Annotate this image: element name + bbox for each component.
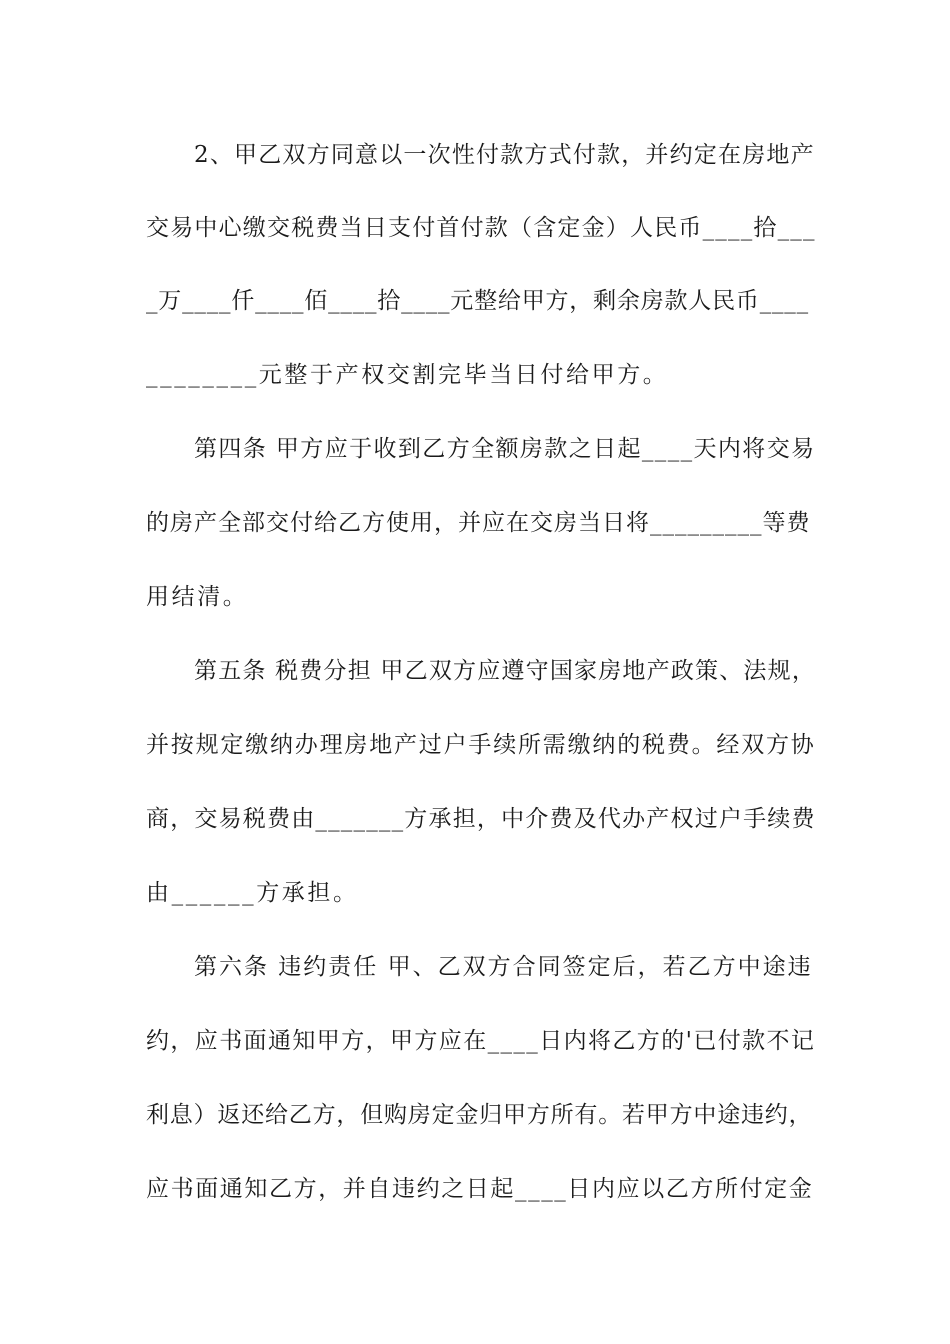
paragraph-line: 应书面通知乙方，并自违约之日起____日内应以乙方所付定金 — [146, 1176, 814, 1202]
paragraph-line: 并按规定缴纳办理房地产过户手续所需缴纳的税费。经双方协 — [146, 732, 816, 758]
paragraph-line: 利息）返还给乙方，但购房定金归甲方所有。若甲方中途违约， — [146, 1102, 813, 1128]
paragraph-line: 2、甲乙双方同意以一次性付款方式付款，并约定在房地产 — [194, 142, 815, 168]
paragraph-line: 的房产全部交付给乙方使用，并应在交房当日将_________等费 — [146, 510, 811, 536]
paragraph-line: _万____仟____佰____拾____元整给甲方，剩余房款人民币____ — [146, 288, 809, 314]
paragraph-line: 商，交易税费由_______方承担，中介费及代办产权过户手续费 — [146, 806, 816, 832]
paragraph-line: 用结清。 — [146, 584, 249, 610]
paragraph-line: 第六条 违约责任 甲、乙双方合同签定后，若乙方中途违 — [194, 954, 813, 980]
paragraph-line: 第五条 税费分担 甲乙双方应遵守国家房地产政策、法规， — [194, 658, 817, 684]
paragraph-line: ________元整于产权交割完毕当日付给甲方。 — [146, 362, 669, 388]
paragraph-line: 由______方承担。 — [146, 880, 359, 906]
paragraph-line: 交易中心缴交税费当日支付首付款（含定金）人民币____拾___ — [146, 215, 816, 241]
paragraph-line: 第四条 甲方应于收到乙方全额房款之日起____天内将交易 — [194, 436, 816, 462]
paragraph-line: 约，应书面通知甲方，甲方应在____日内将乙方的'已付款不记 — [146, 1028, 816, 1054]
